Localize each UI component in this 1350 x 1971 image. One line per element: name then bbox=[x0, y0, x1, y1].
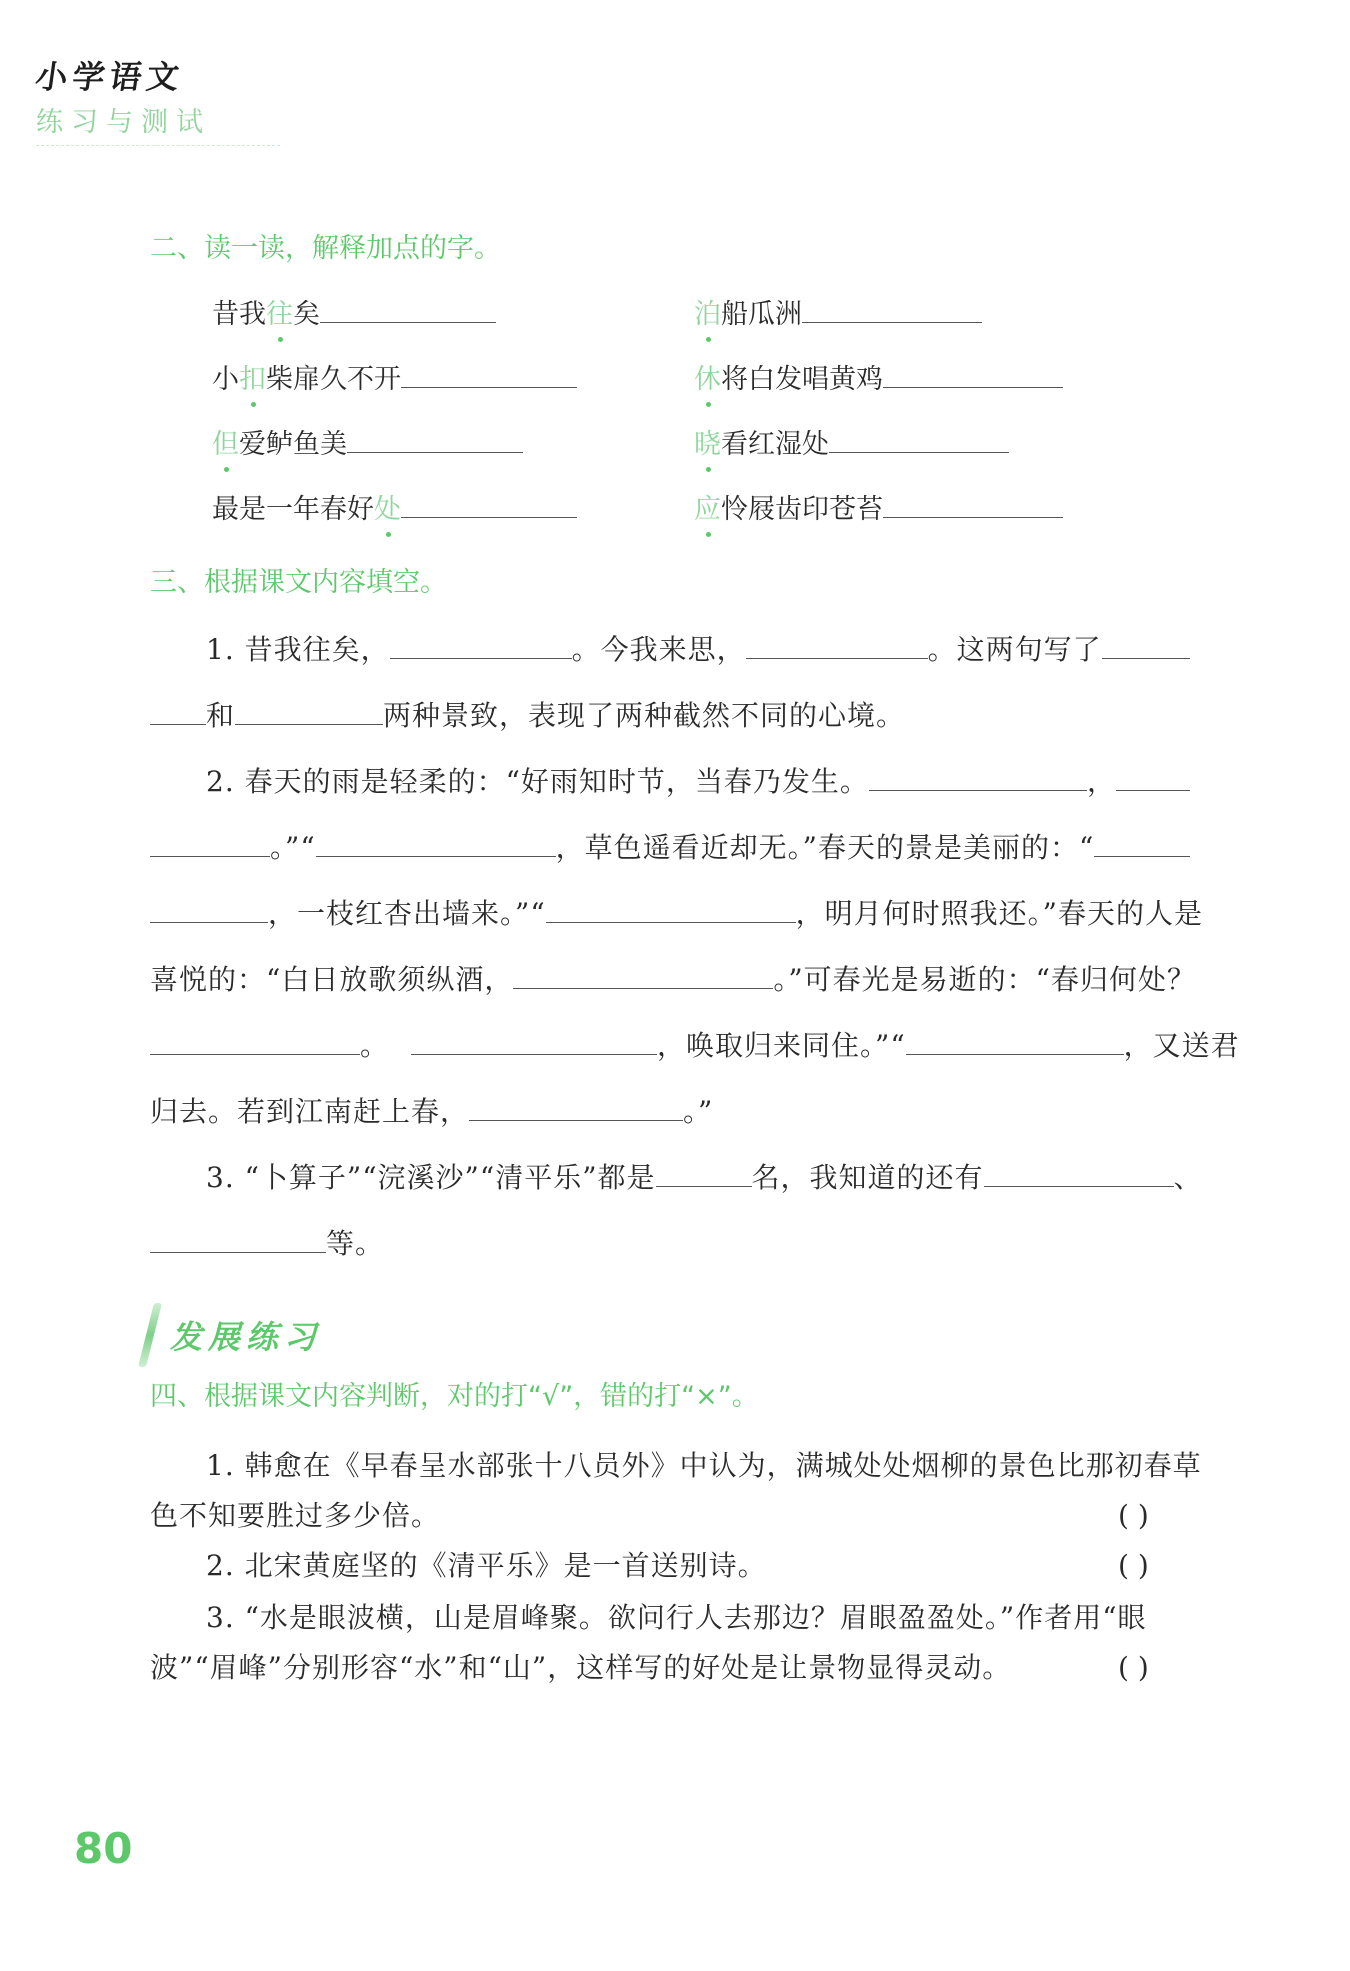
answer-blank[interactable] bbox=[1102, 632, 1190, 659]
answer-blank[interactable] bbox=[802, 296, 982, 323]
answer-blank[interactable] bbox=[1116, 764, 1190, 791]
judge-q1-line2: 色不知要胜过多少倍。 bbox=[150, 1499, 441, 1532]
explain-item-6 bbox=[694, 426, 1009, 463]
fill-q2-line4 bbox=[150, 962, 1196, 998]
fill-q2-line2 bbox=[150, 830, 1190, 866]
fill-q1-line2 bbox=[150, 698, 905, 734]
fill-text: ，明月何时照我还。”春天的人是 bbox=[795, 897, 1203, 930]
fill-text: 2. 春天的雨是轻柔的：“好雨知时节，当春乃发生。 bbox=[206, 765, 869, 798]
item-text: 矣 bbox=[293, 299, 320, 330]
fill-text: 。这两句写了 bbox=[927, 633, 1102, 666]
answer-blank[interactable] bbox=[656, 1160, 752, 1187]
fill-text: 、 bbox=[1173, 1161, 1203, 1194]
answer-blank[interactable] bbox=[883, 361, 1063, 388]
answer-blank[interactable] bbox=[469, 1094, 683, 1121]
dotted-char: 晓 bbox=[694, 429, 721, 460]
fill-text: 。今我来思， bbox=[571, 633, 746, 666]
fill-text: 两种景致，表现了两种截然不同的心境。 bbox=[383, 699, 906, 732]
answer-blank[interactable] bbox=[829, 426, 1009, 453]
answer-blank[interactable] bbox=[316, 830, 556, 857]
book-brand bbox=[33, 52, 280, 146]
fill-q2-line6 bbox=[150, 1094, 713, 1130]
item-text: 昔我 bbox=[212, 299, 266, 330]
item-text: 看红湿处 bbox=[721, 429, 829, 460]
explain-item-2 bbox=[694, 296, 982, 333]
item-text: 船瓜洲 bbox=[721, 299, 802, 330]
answer-blank[interactable] bbox=[150, 896, 268, 923]
fill-q2-line3 bbox=[150, 896, 1203, 932]
explain-item-4 bbox=[694, 361, 1063, 398]
dotted-char: 应 bbox=[694, 494, 721, 525]
dotted-char: 泊 bbox=[694, 299, 721, 330]
fill-text: 。 bbox=[360, 1029, 390, 1062]
dotted-char: 往 bbox=[266, 299, 293, 330]
page-number: 80 bbox=[74, 1824, 133, 1873]
answer-blank[interactable] bbox=[869, 764, 1087, 791]
answer-blank[interactable] bbox=[150, 1028, 360, 1055]
judge-q3-line2: 波”“眉峰”分别形容“水”和“山”，这样写的好处是让景物显得灵动。 bbox=[150, 1651, 1012, 1684]
section-marker-icon bbox=[138, 1303, 162, 1367]
book-title: 小学语文 bbox=[33, 58, 187, 96]
explain-item-5 bbox=[212, 426, 523, 463]
fill-text: 3. “卜算子”“浣溪沙”“清平乐”都是 bbox=[206, 1161, 656, 1194]
fill-text: 1. 昔我往矣， bbox=[206, 633, 390, 666]
fill-text: 等。 bbox=[326, 1227, 385, 1260]
item-text: 怜屐齿印苍苔 bbox=[721, 494, 883, 525]
fill-q3-line2 bbox=[150, 1226, 384, 1262]
fill-text: 。”可春光是易逝的：“春归何处？ bbox=[773, 963, 1196, 996]
fill-q3-line1 bbox=[206, 1160, 1203, 1196]
section4-title: 四、根据课文内容判断，对的打“√”，错的打“×”。 bbox=[150, 1381, 759, 1412]
book-subtitle: 练习与测试 bbox=[36, 100, 280, 146]
fill-text: 和 bbox=[206, 699, 236, 732]
fill-text: 名，我知道的还有 bbox=[751, 1161, 984, 1194]
dotted-char: 但 bbox=[212, 429, 239, 460]
item-text: 小 bbox=[212, 364, 239, 395]
fill-text: ，又送君 bbox=[1123, 1029, 1240, 1062]
answer-blank[interactable] bbox=[320, 296, 496, 323]
dotted-char: 处 bbox=[374, 494, 401, 525]
explain-item-8 bbox=[694, 491, 1063, 528]
fill-q2-line1 bbox=[206, 764, 1190, 800]
answer-blank[interactable] bbox=[883, 491, 1063, 518]
answer-blank[interactable] bbox=[150, 1226, 326, 1253]
judge-q1-line1: 1. 韩愈在《早春呈水部张十八员外》中认为，满城处处烟柳的景色比那初春草 bbox=[206, 1449, 1202, 1482]
fill-text: ， bbox=[1086, 765, 1116, 798]
item-text: 将白发唱黄鸡 bbox=[721, 364, 883, 395]
fill-text: 喜悦的：“白日放歌须纵酒， bbox=[150, 963, 514, 996]
answer-blank[interactable] bbox=[546, 896, 796, 923]
explain-item-1 bbox=[212, 296, 496, 333]
item-text: 柴扉久不开 bbox=[266, 364, 401, 395]
fill-q2-line5 bbox=[150, 1028, 1240, 1064]
section2-title: 二、读一读，解释加点的字。 bbox=[150, 233, 501, 264]
answer-blank[interactable] bbox=[906, 1028, 1124, 1055]
answer-blank[interactable] bbox=[513, 962, 773, 989]
answer-blank[interactable] bbox=[401, 491, 577, 518]
answer-blank[interactable] bbox=[984, 1160, 1174, 1187]
dotted-char: 休 bbox=[694, 364, 721, 395]
judge-q2-answer[interactable]: ( ) bbox=[1118, 1549, 1149, 1582]
judge-q2: 2. 北宋黄庭坚的《清平乐》是一首送别诗。 bbox=[206, 1549, 767, 1582]
fill-text: ，一枝红杏出墙来。”“ bbox=[268, 897, 546, 930]
explain-item-7 bbox=[212, 491, 577, 528]
item-text: 爱鲈鱼美 bbox=[239, 429, 347, 460]
answer-blank[interactable] bbox=[401, 361, 577, 388]
answer-blank[interactable] bbox=[746, 632, 928, 659]
answer-blank[interactable] bbox=[347, 426, 523, 453]
answer-blank[interactable] bbox=[411, 1028, 657, 1055]
judge-q3-answer[interactable]: ( ) bbox=[1118, 1651, 1149, 1684]
explain-item-3 bbox=[212, 361, 577, 398]
development-title: 发展练习 bbox=[170, 1318, 323, 1356]
answer-blank[interactable] bbox=[235, 698, 383, 725]
judge-q1-answer[interactable]: ( ) bbox=[1118, 1499, 1149, 1532]
fill-text: ，草色遥看近却无。”春天的景是美丽的：“ bbox=[555, 831, 1095, 864]
answer-blank[interactable] bbox=[150, 698, 206, 725]
answer-blank[interactable] bbox=[390, 632, 572, 659]
development-header bbox=[146, 1303, 322, 1367]
fill-text: 归去。若到江南赶上春， bbox=[150, 1095, 470, 1128]
section3-title: 三、根据课文内容填空。 bbox=[150, 567, 447, 598]
dotted-char: 扣 bbox=[239, 364, 266, 395]
fill-q1-line1 bbox=[206, 632, 1190, 668]
fill-text: ，唤取归来同住。”“ bbox=[657, 1029, 906, 1062]
answer-blank[interactable] bbox=[1094, 830, 1190, 857]
answer-blank[interactable] bbox=[150, 830, 270, 857]
fill-text: 。” bbox=[683, 1095, 714, 1128]
fill-text: 。”“ bbox=[270, 831, 316, 864]
judge-q3-line1: 3. “水是眼波横，山是眉峰聚。欲问行人去那边？眉眼盈盈处。”作者用“眼 bbox=[206, 1601, 1147, 1634]
item-text: 最是一年春好 bbox=[212, 494, 374, 525]
